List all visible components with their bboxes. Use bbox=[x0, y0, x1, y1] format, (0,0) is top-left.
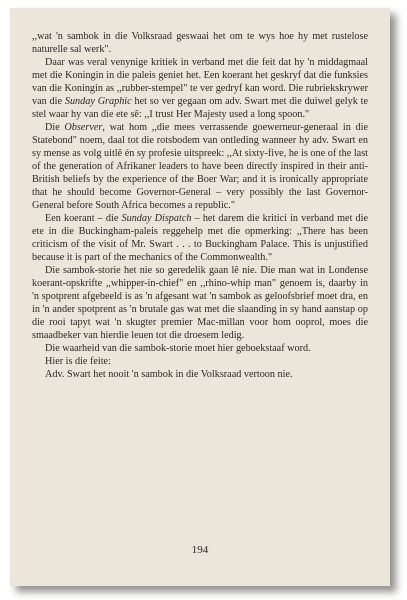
text-run: – het darem die kritici in verband met die ete in die Buckingham-paleis reggehelp met die opmerking: ,,There has been criticism of the visit of Mr. Swart . . . to Buckingham Palace. This is unjustified because it is part of the mechanics of the Commonwealth." bbox=[32, 213, 368, 263]
text-run: Daar was veral venynige kritiek in verband met die feit dat hy 'n middagmaal met die Koningin in die paleis geniet het. Een koerant het geskryf dat die funksies van die Koningin as ,,rubber-stempel" te ver gedryf kan word. Die rubriekskrywer van die bbox=[32, 57, 368, 107]
text-run: Een koerant – die bbox=[45, 213, 122, 224]
paragraph bbox=[32, 121, 368, 212]
text-body bbox=[32, 30, 368, 381]
text-run: Die waarheid van die sambok-storie moet hier geboekstaaf word. bbox=[45, 343, 311, 354]
text-run: Adv. Swart het nooit 'n sambok in die Volksraad vertoon nie. bbox=[45, 369, 293, 380]
paragraph bbox=[32, 342, 368, 355]
text-run: ,,wat 'n sambok in die Volksraad geswaai het om te wys hoe hy met rustelose naturelle sal werk". bbox=[32, 31, 368, 55]
italic-title: Sunday Dispatch bbox=[121, 213, 192, 224]
paragraph bbox=[32, 30, 368, 56]
italic-title: Observer bbox=[64, 122, 103, 133]
text-run: , wat hom ,,die mees verrassende goewerneur-generaal in die Statebond" noem, daal tot die rotsbodem van ontleding wanneer hy adv. Swart en sy mense as volg uitlê én sy profesie uitspreek: ,,At sixty-five, he is one of the last of the generation of Afrikaner leaders to have been directly inspired in their anti-British beliefs by the experience of the Boer War; and it is ironically appropriate that he should become Governor-General – very possibly the last Governor-General before South Africa becomes a republic." bbox=[32, 122, 369, 211]
paragraph bbox=[32, 212, 368, 264]
paragraph bbox=[32, 56, 368, 121]
text-run: Die sambok-storie het nie so geredelik gaan lê nie. Die man wat in Londense koerant-opskrifte ,,whipper-in-chief" en ,,rhino-whip man" genoem is, daarby in 'n spotprent afgebeeld is as 'n afgesant wat 'n sambok as geloofsbrief moet dra, en in 'n ander spotprent as 'n brutale gas wat met die slaanding in sy hand aanstap op die rooi tapyt wat 'n skugter premier Mac-millan voor hom ooprol, moes die smaadbeker van hierdie leuen tot die droesem ledig. bbox=[32, 265, 368, 341]
text-run: Hier is die feite: bbox=[45, 356, 111, 367]
paragraph bbox=[32, 355, 368, 368]
paragraph bbox=[32, 264, 368, 342]
book-page bbox=[10, 8, 390, 586]
page-number: 194 bbox=[191, 544, 209, 556]
italic-title: Sunday Graphic bbox=[64, 96, 132, 107]
text-run: het so ver gegaan om adv. Swart met die duiwel gelyk te stel waar hy van die ete sê: ,,I trust Her Majesty used a long spoon." bbox=[32, 96, 368, 120]
text-run: Die bbox=[45, 122, 65, 133]
paragraph bbox=[32, 368, 368, 381]
